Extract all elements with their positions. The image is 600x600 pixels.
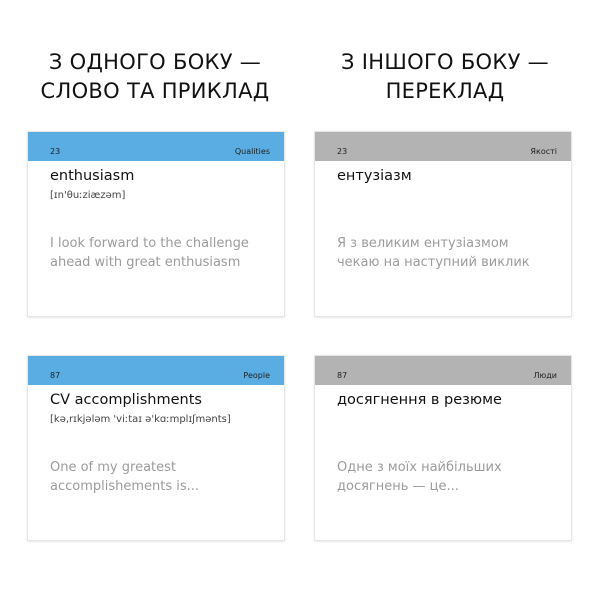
- example-line: чекаю на наступний виклик: [337, 255, 530, 270]
- card-number: 23: [50, 147, 61, 156]
- flashcard-back: [315, 356, 571, 540]
- card-category: Якості: [530, 147, 557, 156]
- heading-line: З ОДНОГО БОКУ —: [48, 50, 262, 74]
- flashcard-front: [28, 132, 284, 316]
- heading-line: ПЕРЕКЛАД: [385, 79, 505, 103]
- card-header: [28, 132, 284, 161]
- example-line: One of my greatest: [50, 460, 176, 475]
- card-word: ентузіазм: [337, 168, 412, 184]
- card-header: [315, 132, 571, 161]
- flashcard-front: [28, 356, 284, 540]
- card-number: 87: [50, 371, 61, 380]
- card-category: Qualities: [234, 147, 270, 156]
- card-example: [337, 458, 562, 496]
- back-side-heading: [310, 48, 580, 106]
- card-category: Люди: [533, 371, 557, 380]
- card-transcription: [ɪn'θuːziæzəm]: [50, 190, 126, 201]
- heading-line: З ІНШОГО БОКУ —: [341, 50, 549, 74]
- card-transcription: [kə,rɪkjələm 'viːtaɪ ə'kɑːmplɪʃmənts]: [50, 414, 231, 425]
- card-example: [337, 234, 562, 272]
- card-category: People: [243, 371, 270, 380]
- example-line: ahead with great enthusiasm: [50, 255, 241, 270]
- card-example: [50, 458, 275, 496]
- card-word: CV accomplishments: [50, 392, 202, 408]
- example-line: I look forward to the challenge: [50, 236, 249, 251]
- card-word: enthusiasm: [50, 168, 135, 184]
- example-line: досягнень — це...: [337, 479, 459, 494]
- example-line: accomplishements is...: [50, 479, 200, 494]
- card-word: досягнення в резюме: [337, 392, 502, 408]
- heading-line: СЛОВО ТА ПРИКЛАД: [40, 79, 270, 103]
- flashcard-back: [315, 132, 571, 316]
- front-side-heading: [20, 48, 290, 106]
- card-header: [315, 356, 571, 385]
- card-number: 23: [337, 147, 348, 156]
- example-line: Одне з моїх найбільших: [337, 460, 502, 475]
- example-line: Я з великим ентузіазмом: [337, 236, 509, 251]
- card-header: [28, 356, 284, 385]
- card-number: 87: [337, 371, 348, 380]
- card-example: [50, 234, 275, 272]
